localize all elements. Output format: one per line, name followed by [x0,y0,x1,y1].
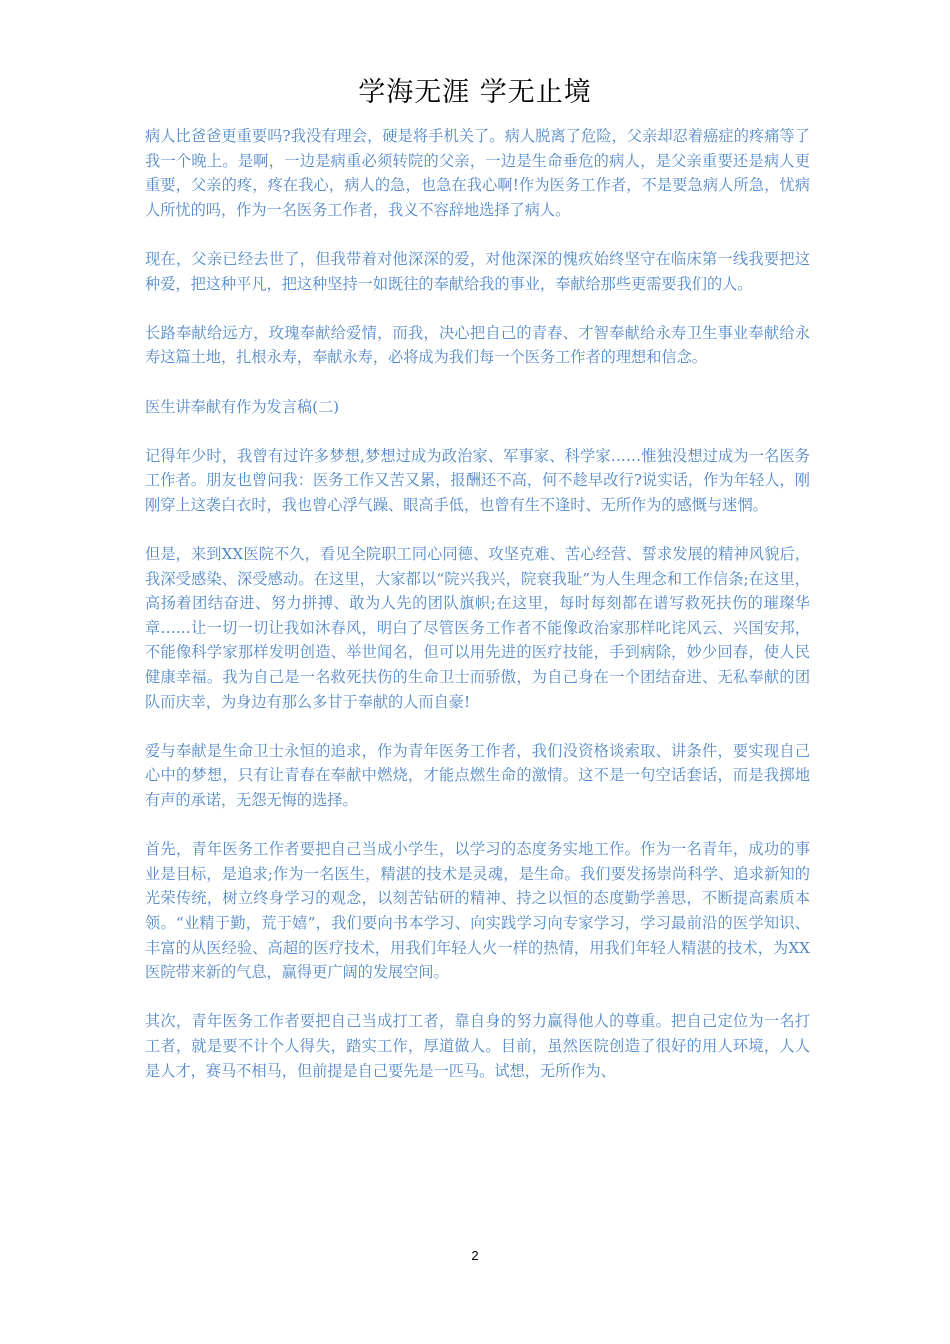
paragraph: 长路奉献给远方，玫瑰奉献给爱情，而我，决心把自己的青春、才智奉献给永寿卫生事业奉献给永寿这篇土地，扎根永寿，奉献永寿，必将成为我们每一个医务工作者的理想和信念。 [145,323,810,367]
paragraph: 记得年少时，我曾有过许多梦想,梦想过成为政治家、军事家、科学家……惟独没想过成为一名医务工作者。朋友也曾问我：医务工作又苦又累，报酬还不高，何不趁早改行?说实话，作为年轻人，刚刚穿上这袭白衣时，我也曾心浮气躁、眼高手低，也曾有生不逢时、无所作为的感慨与迷惘。 [145,446,810,514]
page-number: 2 [471,1248,479,1263]
page-header-title: 学海无涯 学无止境 [358,77,592,108]
paragraph: 现在，父亲已经去世了，但我带着对他深深的爱，对他深深的愧疚始终坚守在临床第一线我要把这种爱，把这种平凡，把这种坚持一如既往的奉献给我的事业，奉献给那些更需要我们的人。 [145,249,810,293]
section-heading: 医生讲奉献有作为发言稿(二) [145,397,340,416]
paragraph: 爱与奉献是生命卫士永恒的追求，作为青年医务工作者，我们没资格谈索取、讲条件，要实现自己心中的梦想，只有让青春在奉献中燃烧，才能点燃生命的激情。这不是一句空话套话，而是我掷地有声的承诺，无怨无悔的选择。 [145,741,810,810]
document-body [145,124,810,1108]
paragraph: 但是，来到XX医院不久，看见全院职工同心同德、攻坚克难、苦心经营、誓求发展的精神风貌后，我深受感染、深受感动。在这里，大家都以“院兴我兴，院衰我耻”为人生理念和工作信条;在这里，高扬着团结奋进、努力拼搏、敢为人先的团队旗帜;在这里，每时每刻都在谱写救死扶伤的璀璨华章……让一切一切让我如沐春风，明白了尽管医务工作者不能像政治家那样叱诧风云、兴国安邦，不能像科学家那样发明创造、举世闻名，但可以用先进的医疗技能，手到病除，妙少回春，使人民健康幸福。我为自己是一名救死扶伤的生命卫士而骄傲，为自己身在一个团结奋进、无私奉献的团队而庆幸，为身边有那么多甘于奉献的人而自豪! [145,545,810,711]
paragraph: 病人比爸爸更重要吗?我没有理会，硬是将手机关了。病人脱离了危险，父亲却忍着癌症的疼痛等了我一个晚上。是啊，一边是病重必须转院的父亲，一边是生命垂危的病人，是父亲重要还是病人更重要，父亲的疼，疼在我心，病人的急，也急在我心啊!作为医务工作者，不是要急病人所急，忧病人所忧的吗，作为一名医务工作者，我义不容辞地选择了病人。 [145,127,810,219]
paragraph: 首先，青年医务工作者要把自己当成小学生，以学习的态度务实地工作。作为一名青年，成功的事业是目标，是追求;作为一名医生，精湛的技术是灵魂，是生命。我们要发扬崇尚科学、追求新知的光荣传统，树立终身学习的观念，以刻苦钻研的精神、持之以恒的态度勤学善思，不断提高素质本领。“业精于勤，荒于嬉”，我们要向书本学习、向实践学习向专家学习，学习最前沿的医学知识、丰富的从医经验、高超的医疗技术，用我们年轻人火一样的热情，用我们年轻人精湛的技术，为XX医院带来新的气息，赢得更广阔的发展空间。 [145,840,810,982]
paragraph: 其次，青年医务工作者要把自己当成打工者，靠自身的努力赢得他人的尊重。把自己定位为一名打工者，就是要不计个人得失，踏实工作，厚道做人。目前，虽然医院创造了很好的用人环境，人人是人才，赛马不相马，但前提是自己要先是一匹马。试想，无所作为、 [145,1012,810,1080]
